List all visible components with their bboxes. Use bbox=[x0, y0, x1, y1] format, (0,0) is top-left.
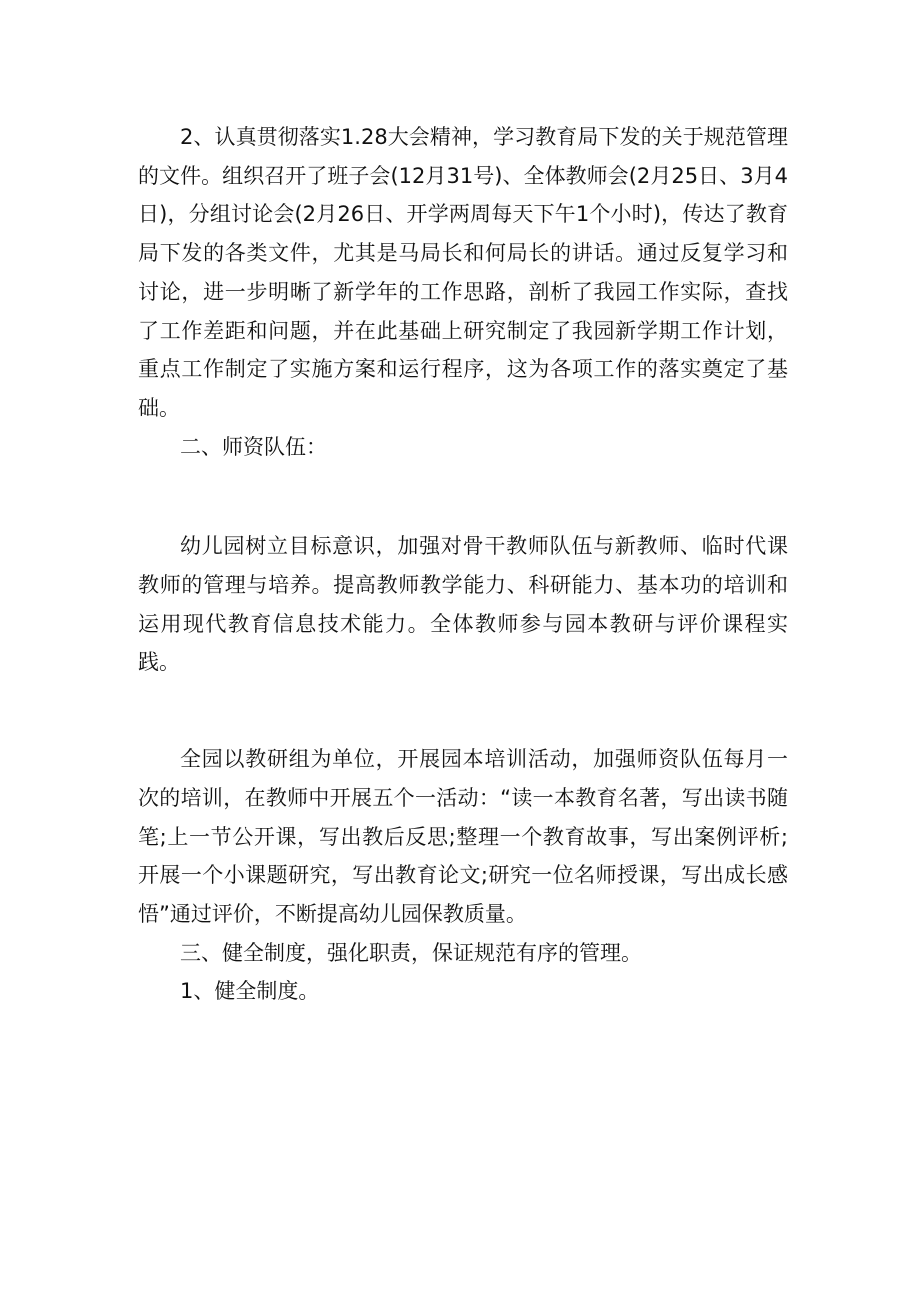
section-heading-management-system: 三、健全制度，强化职责，保证规范有序的管理。 bbox=[180, 940, 642, 965]
subheading-improve-system: 1、健全制度。 bbox=[180, 979, 320, 1004]
paragraph-teacher-training-goals: 幼儿园树立目标意识，加强对骨干教师队伍与新教师、临时代课教师的管理与培养。提高教师教学能力、科研能力、基本功的培训和运用现代教育信息技术能力。全体教师参与园本教研与评价课程实践。 bbox=[138, 534, 788, 675]
section-heading-teaching-staff: 二、师资队伍： bbox=[180, 434, 327, 459]
paragraph-policy-implementation: 2、认真贯彻落实1.28大会精神，学习教育局下发的关于规范管理的文件。组织召开了班子会(12月31号)、全体教师会(2月25日、3月4日)，分组讨论会(2月26日、开学两周每天下午1个小时)，传达了教育局下发的各类文件，尤其是马局长和何局长的讲话。通过反复学习和讨论，进一步明晰了新学年的工作思路，剖析了我园工作实际，查找了工作差距和问题，并在此基础上研究制定了我园新学期工作计划，重点工作制定了实施方案和运行程序，这为各项工作的落实奠定了基础。 bbox=[138, 125, 788, 420]
paragraph-five-ones-activity: 全园以教研组为单位，开展园本培训活动，加强师资队伍每月一次的培训，在教师中开展五个一活动：“读一本教育名著，写出读书随笔;上一节公开课，写出教后反思;整理一个教育故事，写出案例评析;开展一个小课题研究，写出教育论文;研究一位名师授课，写出成长感悟”通过评价，不断提高幼儿园保教质量。 bbox=[138, 747, 788, 926]
document-body bbox=[138, 118, 788, 1011]
